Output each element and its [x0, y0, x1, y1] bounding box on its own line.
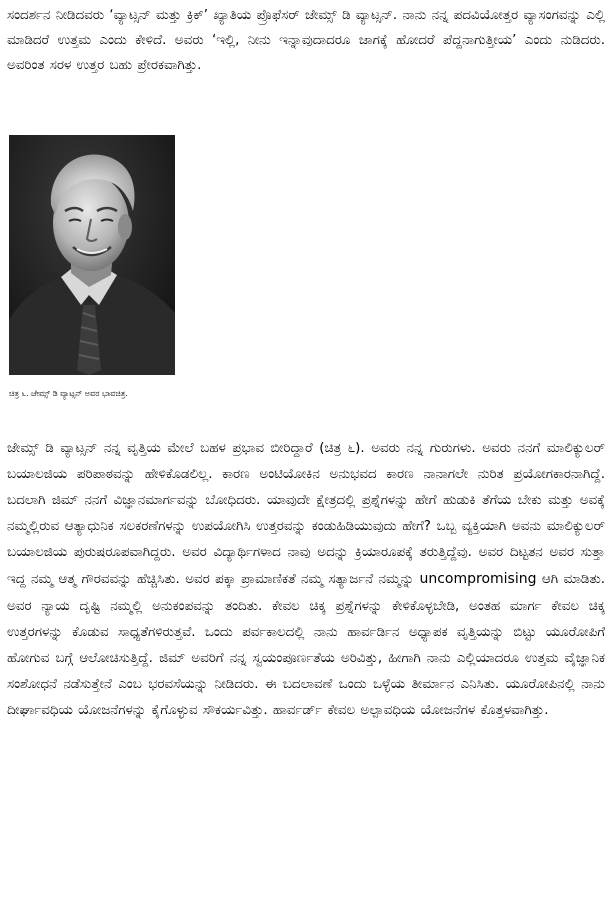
paragraph-2-text-before: ಜೇಮ್ಸ್ ಡಿ ವ್ಯಾಟ್ಸನ್ ನನ್ನ ವೃತ್ತಿಯ ಮೇಲೆ ಬಹಳ ಪ್ರಭಾವ ಬೀರಿದ್ದಾರೆ (ಚಿತ್ರ ೬). ಅವರು ನನ್ನ ಗುರುಗಳು. ಅವರು ನನಗೆ ಮಾಲಿಕ್ಯುಲರ್ ಬಯಾಲಜಿಯ ಪರಿಪಾಠವನ್ನು ಹೇಳಿಕೊಡಲಿಲ್ಲ. ಕಾರಣ ಅಂಟಿಯೋಕಿನ ಅನುಭವದ ಕಾರಣ ನಾನಾಗಲೇ ನುರಿತ ಪ್ರಯೋಗಕಾರನಾಗಿದ್ದೆ. ಬದಲಾಗಿ ಜಿಮ್ ನನಗೆ ವಿಜ್ಞಾನಮಾರ್ಗವನ್ನು ಬೋಧಿದರು. ಯಾವುದೇ ಕ್ಷೇತ್ರದಲ್ಲಿ ಪ್ರಶ್ನೆಗಳನ್ನು ಹೇಗೆ ಹುಡುಕಿ ತೆಗೆಯ ಬೇಕು ಮತ್ತು ಅವಕ್ಕೆ ನಮ್ಮಲ್ಲಿರುವ ಆತ್ಯಾಧುನಿಕ ಸಲಕರಣೆಗಳನ್ನು ಉಪಯೋಗಿಸಿ ಉತ್ತರವನ್ನು ಕಂಡುಹಿಡಿಯುವುದು ಹೇಗೆ? ಒಬ್ಬ ವ್ಯಕ್ತಿಯಾಗಿ ಅವನು ಮಾಲಿಕ್ಯುಲರ್ ಬಯಾಲಜಿಯ ಪುರುಷರೂಪವಾಗಿದ್ದರು. ಅವರ ವಿದ್ಯಾರ್ಥಿಗಳಾದ ನಾವು ಅದನ್ನು ಕ್ರಿಯಾರೂಪಕ್ಕೆ ತರುತ್ತಿದ್ದೆವು. ಅವರ ದಿಟ್ಟತನ ಅವರ ಸುತ್ತಾ ಇದ್ದ ನಮ್ಮ ಆತ್ಮ ಗೌರವವನ್ನು ಹೆಚ್ಚಿಸಿತು. ಅವರ ಪಕ್ಕಾ ಪ್ರಾಮಾಣಿಕತೆ ನಮ್ಮ ಸತ್ಯಾರ್ಜನೆ ನಮ್ಮನ್ನು: [7, 441, 605, 588]
english-word: uncompromising: [419, 571, 537, 588]
photo-caption: ಚಿತ್ರ ೬. ಜೇಮ್ಸ್ ಡಿ ವ್ಯಾಟ್ಸನ್ ಅವರ ಭಾವಚಿತ್ರ.: [9, 389, 128, 398]
paragraph-1: ಸಂದರ್ಶನ ನೀಡಿದವರು ‘ವ್ಯಾಟ್ಸನ್ ಮತ್ತು ಕ್ರಿಕ್’ ಖ್ಯಾತಿಯ ಪ್ರೊಫೆಸರ್ ಜೇಮ್ಸ್ ಡಿ ವ್ಯಾಟ್ಸನ್. ನಾನು ನನ್ನ ಪದವಿಯೋತ್ತರ ವ್ಯಾಸಂಗವನ್ನು ಎಲ್ಲಿ ಮಾಡಿದರೆ ಉತ್ತಮ ಎಂದು ಕೇಳಿದೆ. ಅವರು ‘ಇಲ್ಲಿ, ನೀನು ಇನ್ನಾವುದಾದರೂ ಜಾಗಕ್ಕೆ ಹೋದರೆ ಪೆದ್ದನಾಗುತ್ತೀಯ’ ಎಂದು ನುಡಿದರು. ಅವರಿಂತ ಸರಳ ಉತ್ತರ ಬಹು ಪ್ರೇರಕವಾಗಿತ್ತು.: [7, 8, 605, 73]
portrait-photo: [9, 135, 175, 375]
paragraph-2: [7, 436, 605, 724]
paragraph-2-text-after: ಆಗಿ ಮಾಡಿತು. ಅವರ ನ್ಯಾಯ ದೃಷ್ಟಿ ನಮ್ಮಲ್ಲಿ ಅನುಕಂಪವನ್ನು ತಂದಿತು. ಕೇವಲ ಚಿಕ್ಕ ಪ್ರಶ್ನೆಗಳನ್ನು ಕೇಳಿಕೊಳ್ಳಬೇಡಿ, ಅಂತಹ ಮಾರ್ಗ ಕೇವಲ ಚಿಕ್ಕ ಉತ್ತರಗಳನ್ನು ಕೊಡುವ ಸಾಧ್ಯತೆಗಳಿರುತ್ತವೆ. ಒಂದು ಪರ್ವಕಾಲದಲ್ಲಿ ನಾನು ಹಾರ್ವರ್ಡಿನ ಅಧ್ಯಾಪಕ ವೃತ್ತಿಯನ್ನು ಬಿಟ್ಟು ಯೂರೋಪಿಗೆ ಹೋಗುವ ಬಗ್ಗೆ ಆಲೋಚಿಸುತ್ತಿದ್ದೆ. ಜಿಮ್ ಅವರಿಗೆ ನನ್ನ ಸ್ವಯಂಪೂರ್ಣತೆಯ ಅರಿವಿತ್ತು, ಹೀಗಾಗಿ ನಾನು ಎಲ್ಲಿಯಾದರೂ ಉತ್ತಮ ವೈಜ್ಞಾನಿಕ ಸಂಶೋಧನೆ ನಡೆಸುತ್ತೇನೆ ಎಂಬ ಭರವಸೆಯನ್ನು ನೀಡಿದರು. ಈ ಬದಲಾವಣೆ ಒಂದು ಒಳ್ಳೆಯ ತೀರ್ಮಾನ ಎನಿಸಿತು. ಯೂರೋಪಿನಲ್ಲಿ ನಾನು ದೀರ್ಘಾವಧಿಯ ಯೋಜನೆಗಳನ್ನು ಕೈಗೊಳ್ಳುವ ಸೌಕರ್ಯವಿತ್ತು. ಹಾರ್ವರ್ಡ್ ಕೇವಲ ಅಲ್ಪಾವಧಿಯ ಯೋಜನೆಗಳ ಕೊತ್ತಳವಾಗಿತ್ತು.: [7, 572, 605, 718]
